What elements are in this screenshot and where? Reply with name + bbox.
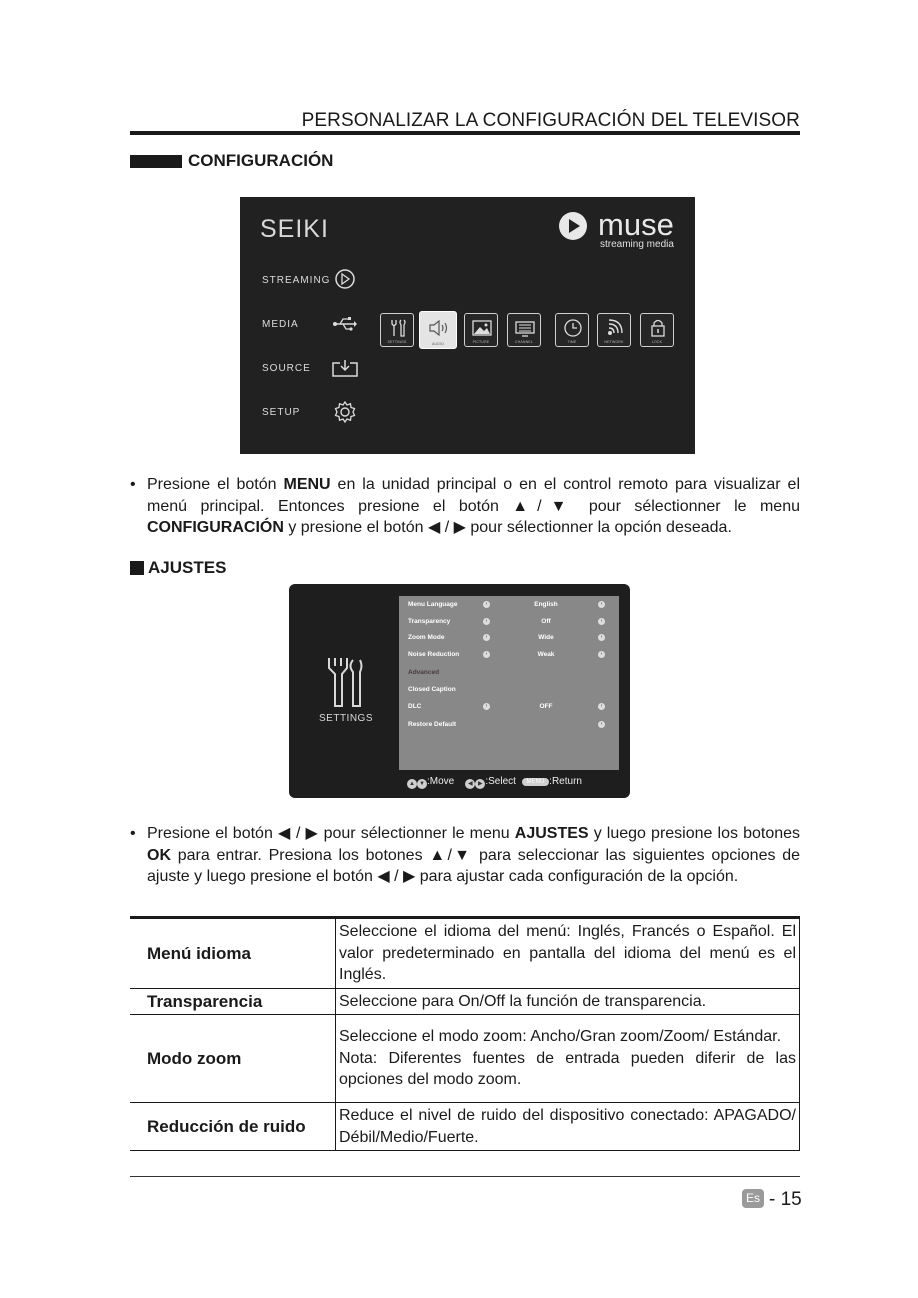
lock-icon — [647, 318, 669, 338]
settings-panel — [399, 596, 619, 770]
option-note: Nota: Diferentes fuentes de entrada pueden diferir de las opciones del modo zoom. — [339, 1049, 796, 1089]
left-arrow-icon[interactable]: ‹ — [483, 651, 490, 658]
section-title-ajustes: AJUSTES — [148, 558, 227, 577]
menu-item-media[interactable]: MEDIA — [262, 319, 299, 330]
tile-picture[interactable] — [464, 313, 498, 347]
table-row — [130, 988, 800, 1015]
tile-lock[interactable] — [640, 313, 674, 347]
seiki-logo: SEIKI — [260, 215, 329, 243]
option-description: Seleccione para On/Off la función de transparencia. — [336, 988, 800, 1015]
table-row — [130, 1103, 800, 1151]
up-arrow-icon: ▲ — [407, 779, 417, 789]
row-transparency[interactable]: Transparency ‹ Off › — [399, 615, 619, 629]
right-arrow-icon[interactable]: › — [598, 651, 605, 658]
tile-label: PICTURE — [472, 340, 490, 344]
tile-label: SETTINGS — [387, 340, 407, 344]
row-closed-caption[interactable]: Closed Caption — [408, 686, 456, 693]
down-arrow-icon: ▼ — [417, 779, 427, 789]
row-dlc[interactable]: DLC ‹ OFF › — [399, 700, 619, 714]
option-name: Reducción de ruido — [130, 1103, 336, 1151]
row-noise-reduction[interactable]: Noise Reduction ‹ Weak › — [399, 648, 619, 662]
settings-tools-icon — [325, 656, 363, 708]
left-arrow-icon[interactable]: ‹ — [483, 618, 490, 625]
option-name: Modo zoom — [130, 1015, 336, 1103]
option-description — [336, 1015, 800, 1103]
right-arrow-icon[interactable]: › — [598, 601, 605, 608]
speaker-icon — [428, 318, 450, 338]
picture-icon — [471, 318, 493, 338]
option-description: Seleccione el idioma del menú: Inglés, Francés o Español. El valor predeterminado en pantalla del idioma del menú es el Inglés. — [336, 918, 800, 989]
option-name: Menú idioma — [130, 918, 336, 989]
tile-time[interactable] — [555, 313, 589, 347]
row-menu-language[interactable]: Menu Language ‹ English › — [399, 598, 619, 612]
wrench-icon — [387, 318, 409, 338]
table-row — [130, 918, 800, 989]
clock-icon — [562, 318, 584, 338]
language-badge: Es — [742, 1189, 764, 1208]
tile-label: NETWORK — [604, 340, 624, 344]
gear-icon — [332, 401, 358, 423]
left-arrow-icon[interactable]: ‹ — [483, 703, 490, 710]
channel-icon — [514, 318, 536, 338]
tile-network[interactable] — [597, 313, 631, 347]
option-description-text: Seleccione el modo zoom: Ancho/Gran zoom/Zoom/ Estándar. — [339, 1028, 782, 1046]
instruction-paragraph-1: • Presione el botón MENU en la unidad principal o en el control remoto para visualizar el menú principal. Entonces presione el botón ▲/▼ pour sélectionner le menu CONFIGURACIÓN y presione el botón ◀ / ▶ pour sélectionner la opción deseada. — [130, 476, 801, 536]
tile-audio[interactable] — [419, 311, 457, 349]
right-arrow-icon: ▶ — [475, 779, 485, 789]
left-arrow-icon[interactable]: ‹ — [483, 601, 490, 608]
option-name: Transparencia — [130, 988, 336, 1015]
left-arrow-icon[interactable]: ‹ — [483, 634, 490, 641]
tile-label: CHANNEL — [514, 340, 534, 344]
settings-label: SETTINGS — [319, 713, 374, 724]
section-marker — [130, 155, 182, 168]
tv-main-menu-screen — [240, 197, 695, 454]
settings-footer-hints: ▲ ▼ :Move ◀ ▶ :Select MENU :Return — [407, 776, 582, 789]
page-header-title: PERSONALIZAR LA CONFIGURACIÓN DEL TELEVISOR — [301, 110, 800, 131]
page-number: - 15 — [769, 1189, 802, 1210]
right-arrow-icon[interactable]: › — [598, 721, 605, 728]
section-marker — [130, 561, 144, 575]
row-advanced[interactable]: Advanced — [408, 669, 440, 676]
tile-label: TIME — [567, 340, 577, 344]
menu-item-source[interactable]: SOURCE — [262, 363, 311, 374]
table-row — [130, 1015, 800, 1103]
row-zoom-mode[interactable]: Zoom Mode ‹ Wide › — [399, 631, 619, 645]
menu-item-setup[interactable]: SETUP — [262, 407, 301, 418]
row-restore-default[interactable]: Restore Default › — [399, 718, 619, 732]
right-arrow-icon[interactable]: › — [598, 618, 605, 625]
tile-label: LOCK — [651, 340, 663, 344]
section-title-configuracion: CONFIGURACIÓN — [188, 151, 334, 170]
tile-channel[interactable] — [507, 313, 541, 347]
footer-rule — [130, 1176, 800, 1177]
network-icon — [604, 318, 626, 338]
menu-button-icon: MENU — [522, 778, 550, 786]
tile-label: AUDIO — [431, 342, 445, 346]
right-arrow-icon[interactable]: › — [598, 703, 605, 710]
muse-logo-icon — [558, 211, 588, 241]
header-rule — [130, 131, 800, 135]
menu-item-streaming[interactable]: STREAMING — [262, 275, 331, 286]
play-circle-icon — [332, 268, 358, 290]
usb-icon — [332, 313, 358, 335]
tile-settings[interactable] — [380, 313, 414, 347]
settings-options-table — [130, 916, 800, 1151]
settings-menu-screen — [289, 584, 630, 798]
option-description: Reduce el nivel de ruido del dispositivo conectado: APAGADO/ Débil/Medio/Fuerte. — [336, 1103, 800, 1151]
bullet: • — [130, 825, 136, 842]
bullet: • — [130, 476, 136, 493]
instruction-paragraph-2: • Presione el botón ◀ / ▶ pour sélectionner le menu AJUSTES y luego presione los botones OK para entrar. Presiona los botones ▲/▼ para seleccionar las siguientes opciones de ajuste y luego presione el botón ◀ / ▶ para ajustar cada configuración de la opción. — [130, 825, 801, 885]
right-arrow-icon[interactable]: › — [598, 634, 605, 641]
source-input-icon — [332, 358, 358, 380]
muse-logo-word: muse — [598, 207, 674, 242]
left-arrow-icon: ◀ — [465, 779, 475, 789]
muse-logo-subtitle: streaming media — [600, 239, 674, 250]
